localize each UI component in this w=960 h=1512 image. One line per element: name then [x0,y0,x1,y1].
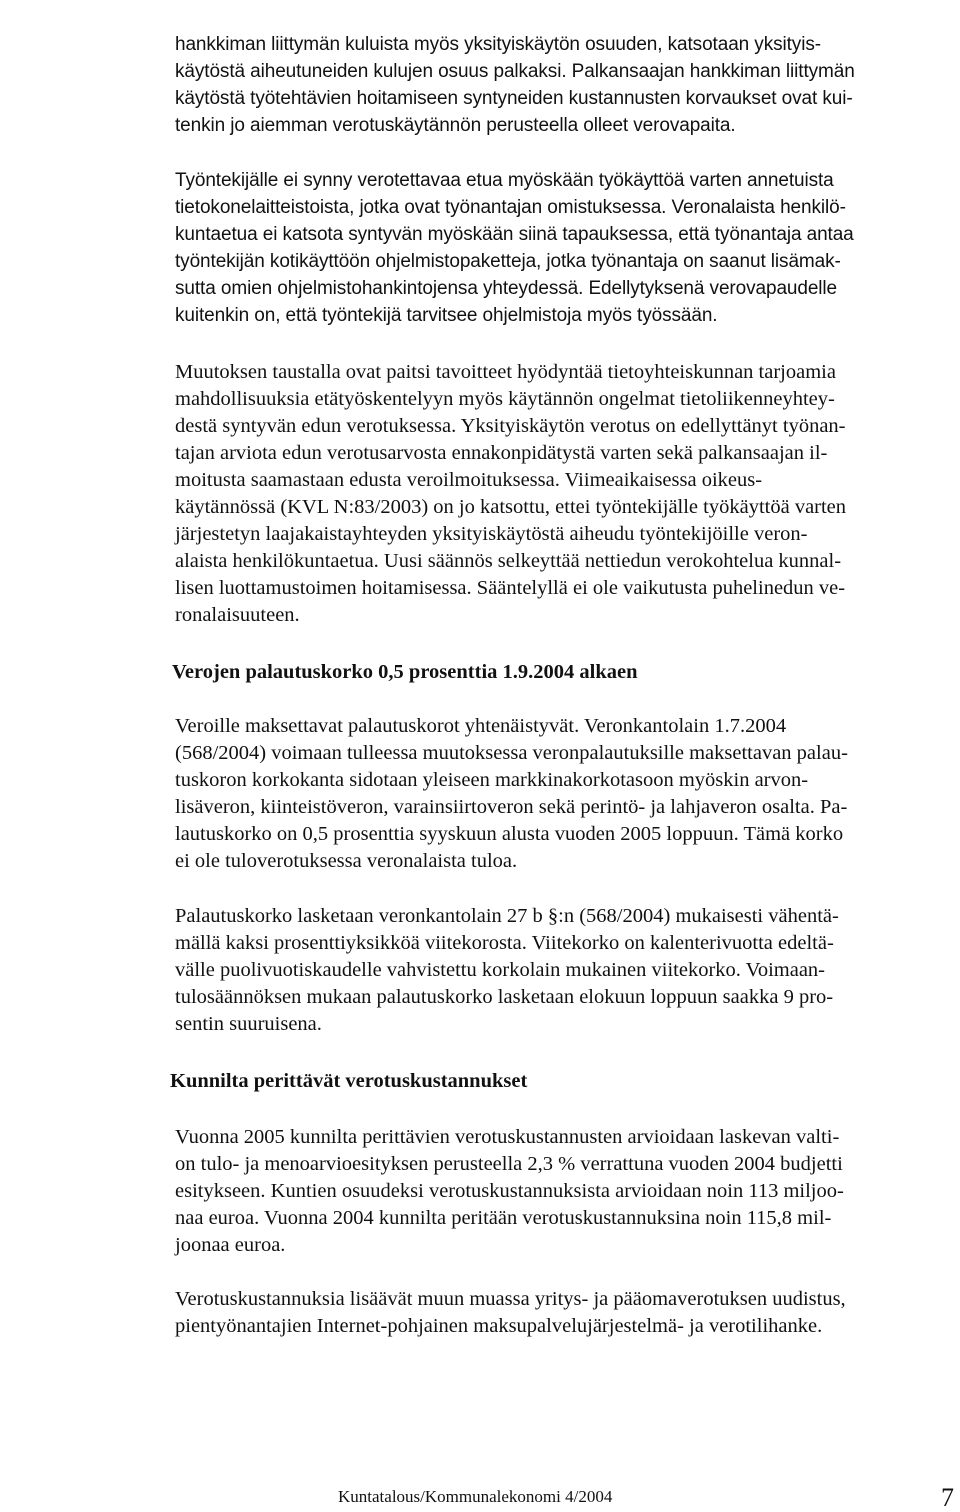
text-line: pientyönantajien Internet-pohjainen maksupalvelujärjestelmä- ja verotilihanke. [175,1315,823,1337]
paragraph-4 [175,713,960,875]
text-line: mällä kaksi prosenttiyksikköä viitekorosta. Viitekorko on kalenterivuotta edeltä- [175,932,834,954]
text-line: ei ole tuloverotuksessa veronalaista tuloa. [175,850,518,872]
text-line: tulosäännöksen mukaan palautuskorko lasketaan elokuun loppuun saakka 9 pro- [175,986,834,1008]
text-line: tuskoron korkokanta sidotaan yleiseen markkinakorkotasoon myöskin arvon- [175,769,809,791]
paragraph-1 [175,31,960,139]
text-line: naa euroa. Vuonna 2004 kunnilta peritään verotuskustannuksina noin 115,8 mil- [175,1207,832,1229]
text-line: hankkiman liittymän kuluista myös yksityiskäytön osuuden, katsotaan yksityis- [175,34,821,55]
text-line: Palautuskorko lasketaan veronkantolain 27 b §:n (568/2004) mukaisesti vähentä- [175,905,839,927]
text-line: tenkin jo aiemman verotuskäytännön perusteella olleet verovapaita. [175,115,736,136]
text-line: tajan arviota edun verotusarvosta ennakonpidätystä varten sekä palkansaajan il- [175,442,828,464]
text-line: joonaa euroa. [175,1234,286,1256]
text-line: Verotuskustannuksia lisäävät muun muassa yritys- ja pääomaverotuksen uudistus, [175,1288,846,1310]
text-line: sutta omien ohjelmistohankintojensa yhteydessä. Edellytyksenä verovapaudelle [175,278,838,299]
paragraph-3 [175,359,960,629]
text-line: mahdollisuuksia etätyöskentelyyn myös käytännön ongelmat tietoliikenneyhtey- [175,388,835,410]
paragraph-7 [175,1286,960,1340]
text-line: ronalaisuuteen. [175,604,300,626]
text-line: käytöstä aiheutuneiden kulujen osuus palkaksi. Palkansaajan hankkiman liittymän [175,61,855,82]
paragraph-2 [175,167,960,329]
text-line: on tulo- ja menoarvioesityksen perusteella 2,3 % verrattuna vuoden 2004 budjetti [175,1153,843,1175]
text-line: kuntaetua ei katsota syntyvän myöskään siinä tapauksessa, että työnantaja antaa [175,224,854,245]
text-line: lisen luottamustoimen hoitamisessa. Sääntelyllä ei ole vaikutusta puhelinedun ve- [175,577,846,599]
text-line: tietokonelaitteistoista, jotka ovat työnantajan omistuksessa. Veronalaista henkilö- [175,197,846,218]
text-line: kuitenkin on, että työntekijä tarvitsee ohjelmistoja myös työssään. [175,305,718,326]
text-line: välle puolivuotiskaudelle vahvistettu korkolain mukainen viitekorko. Voimaan- [175,959,825,981]
text-line: alaista henkilökuntaetua. Uusi säännös selkeyttää nettiedun verokohtelua kunnal- [175,550,842,572]
text-line: työntekijän kotikäyttöön ohjelmistopaketteja, jotka työnantaja on saanut lisämak- [175,251,841,272]
text-line: käytöstä työtehtävien hoitamiseen syntyneiden kustannusten korvaukset ovat kui- [175,88,853,109]
text-line: destä syntyvän edun verotuksessa. Yksityiskäytön verotus on edellyttänyt työnan- [175,415,846,437]
section-heading-refund-interest: Verojen palautuskorko 0,5 prosenttia 1.9.2004 alkaen [172,661,638,683]
text-line: (568/2004) voimaan tulleessa muutoksessa veronpalautuksille maksettavan palau- [175,742,848,764]
paragraph-5 [175,903,960,1038]
text-line: esitykseen. Kuntien osuudeksi verotuskustannuksista arvioidaan noin 113 miljoo- [175,1180,844,1202]
text-line: Työntekijälle ei synny verotettavaa etua myöskään työkäyttöä varten annetuista [175,170,834,191]
paragraph-6 [175,1124,960,1259]
section-heading-taxation-costs: Kunnilta perittävät verotuskustannukset [170,1070,528,1092]
text-line: Veroille maksettavat palautuskorot yhtenäistyvät. Veronkantolain 1.7.2004 [175,715,787,737]
footer-publication: Kuntatalous/Kommunalekonomi 4/2004 [338,1487,613,1506]
text-line: lautuskorko on 0,5 prosenttia syyskuun alusta vuoden 2005 loppuun. Tämä korko [175,823,844,845]
text-line: Vuonna 2005 kunnilta perittävien verotuskustannusten arvioidaan laskevan valti- [175,1126,840,1148]
text-line: järjestetyn laajakaistayhteyden yksityiskäytöstä aiheudu työntekijöille veron- [175,523,808,545]
text-line: Muutoksen taustalla ovat paitsi tavoitteet hyödyntää tietoyhteiskunnan tarjoamia [175,361,836,383]
text-line: käytännössä (KVL N:83/2003) on jo katsottu, ettei työntekijälle työkäyttöä varten [175,496,847,518]
text-line: lisäveron, kiinteistöveron, varainsiirtoveron sekä perintö- ja lahjaveron osalta. Pa- [175,796,848,818]
text-line: sentin suuruisena. [175,1013,322,1035]
text-line: moitusta saamastaan edusta veroilmoituksessa. Viimeaikaisessa oikeus- [175,469,763,491]
page-number: 7 [941,1483,954,1512]
